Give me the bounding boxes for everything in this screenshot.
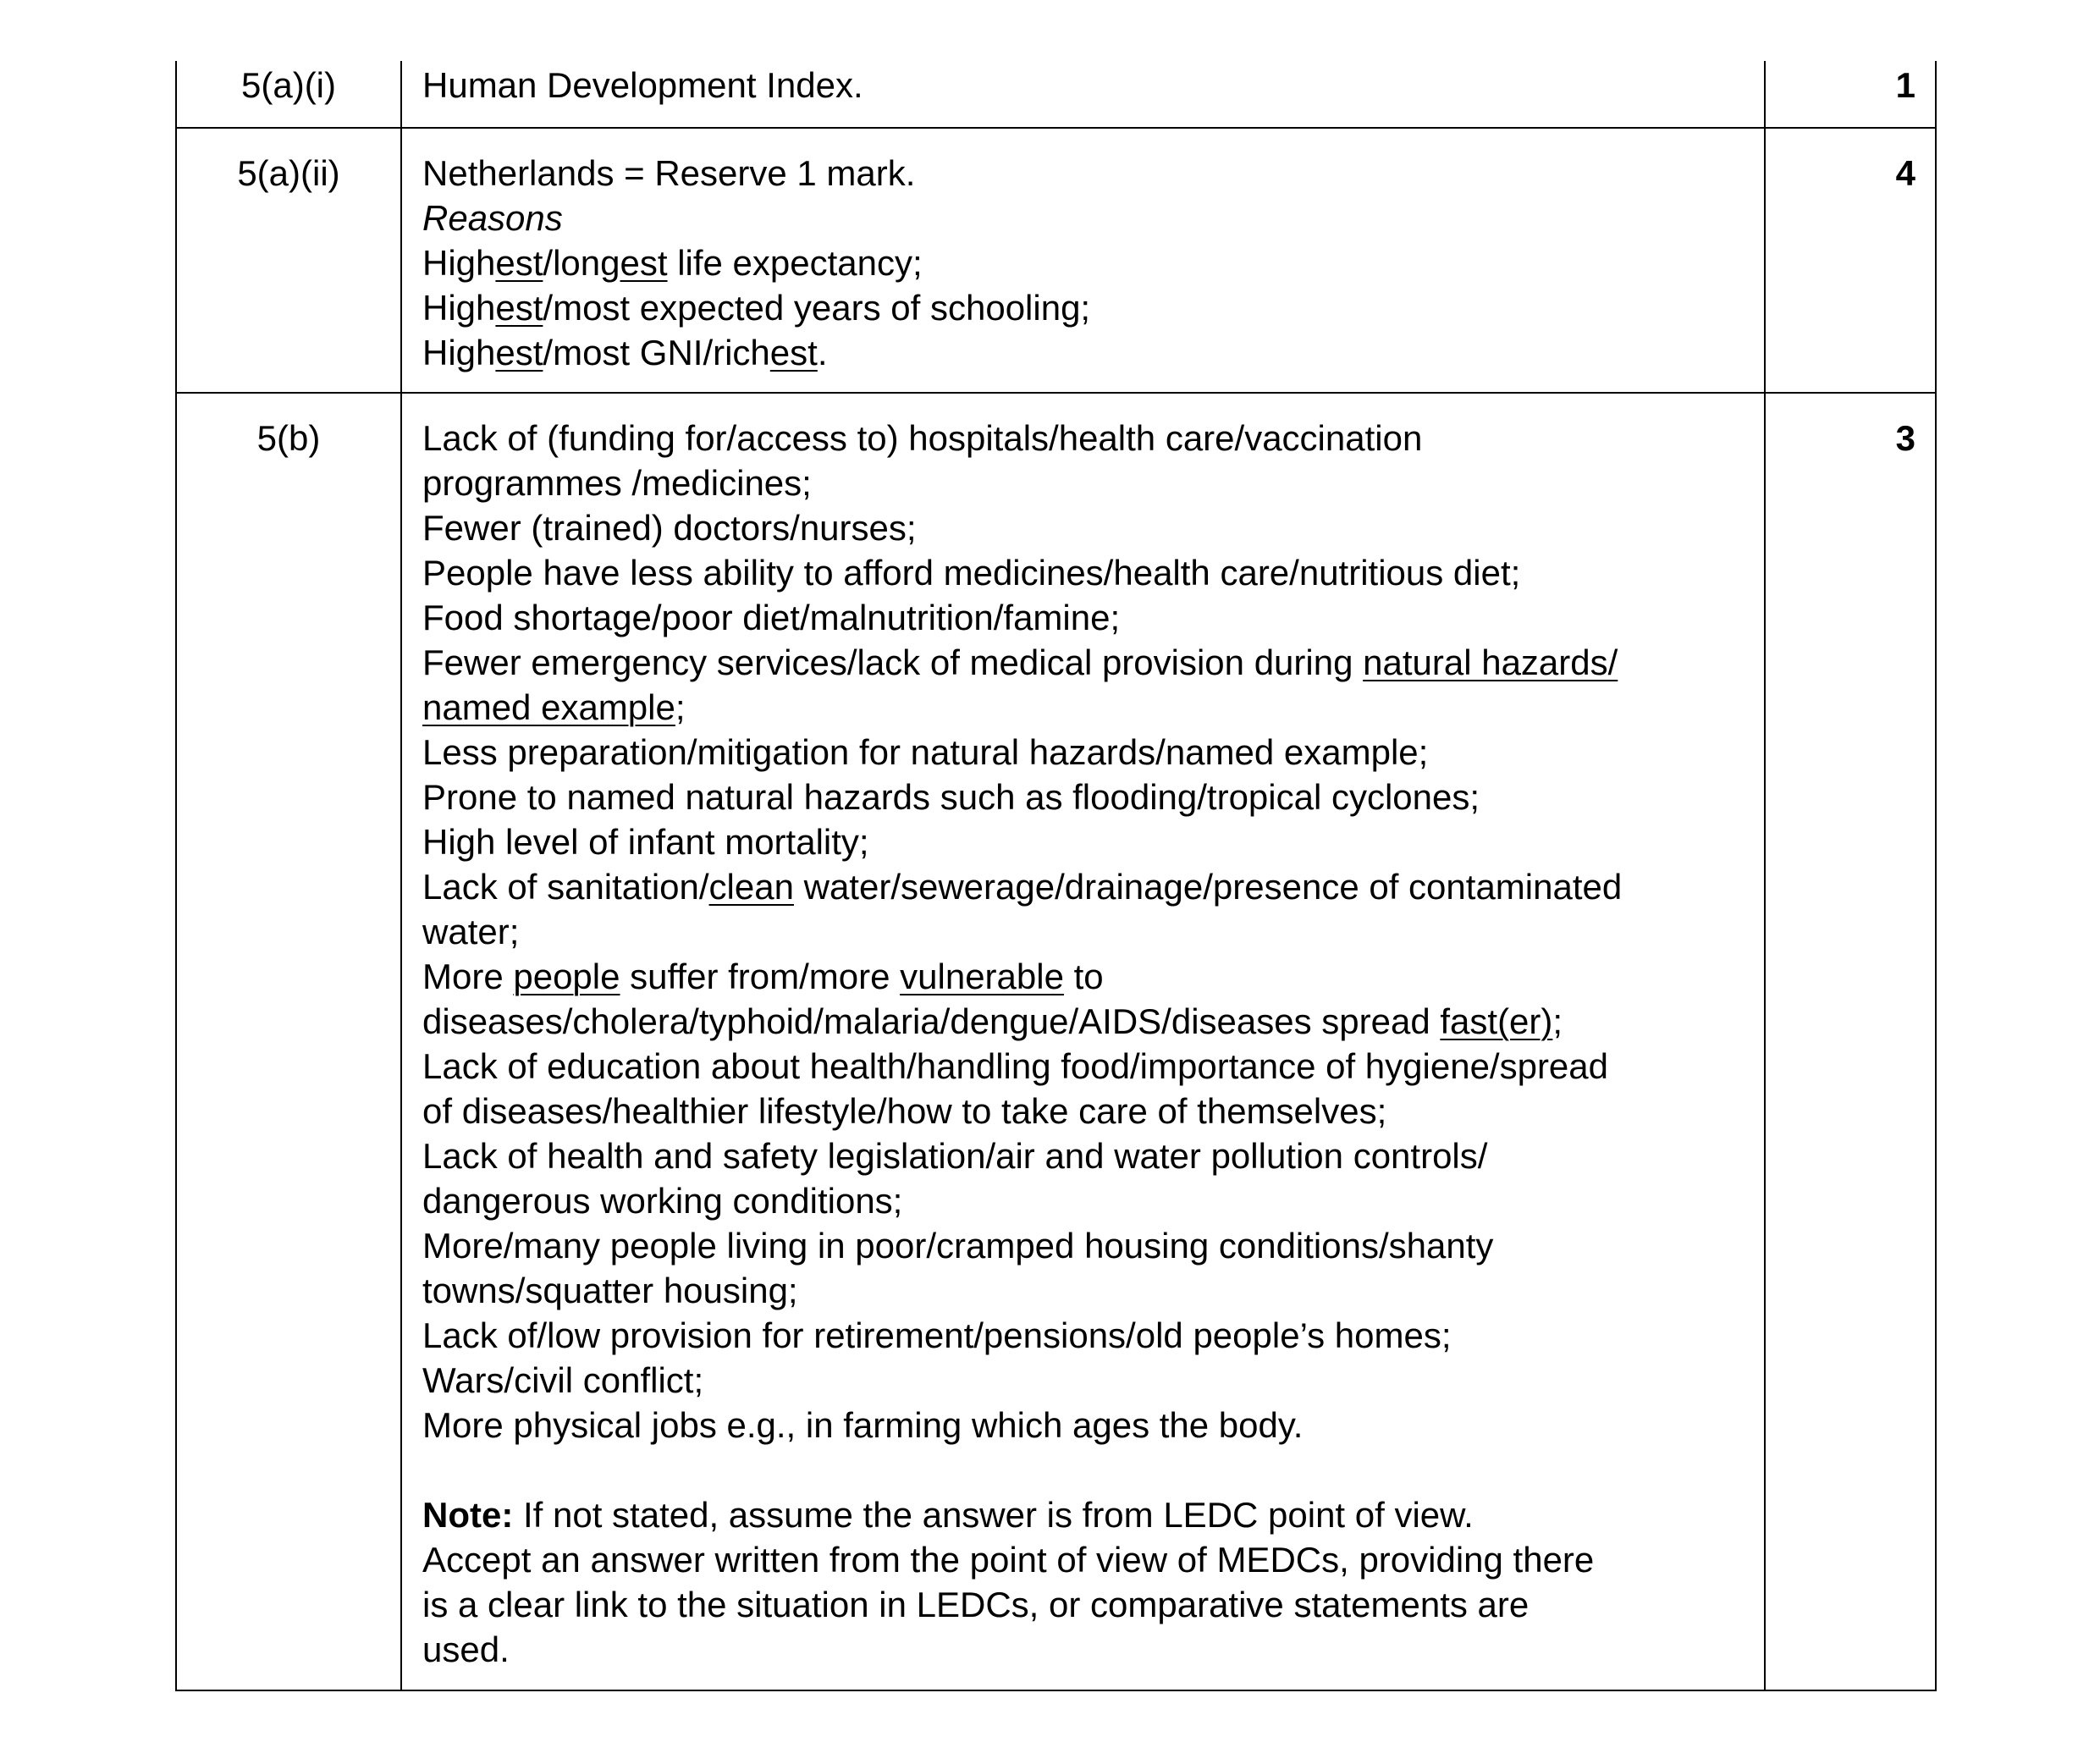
text-run: Fewer emergency services/lack of medical provision during	[422, 642, 1364, 682]
text-run: used.	[422, 1629, 510, 1669]
marks-cell	[1765, 61, 1936, 128]
answer-line	[422, 1537, 1745, 1582]
text-run: /most expected years of schooling;	[543, 288, 1091, 328]
answer-line	[422, 1223, 1745, 1268]
text-run: .	[817, 333, 828, 372]
marks-value: 4	[1895, 153, 1915, 193]
answer-text	[422, 394, 1745, 1690]
text-run: More/many people living in poor/cramped housing conditions/shanty	[422, 1226, 1494, 1266]
answer-line	[422, 954, 1745, 999]
text-run: life expectancy;	[667, 243, 923, 283]
text-run: Wars/civil conflict;	[422, 1360, 704, 1400]
answer-line	[422, 1358, 1745, 1403]
text-run: dangerous working conditions;	[422, 1181, 903, 1221]
text-run: Lack of sanitation/	[422, 867, 709, 907]
answer-line	[422, 819, 1745, 864]
answer-line	[422, 1492, 1745, 1537]
answer-line	[422, 999, 1745, 1044]
underlined-text: vulnerable	[900, 957, 1064, 996]
answer-text	[422, 61, 1745, 108]
text-run: to	[1063, 957, 1104, 996]
text-run: High level of infant mortality;	[422, 822, 869, 862]
answer-line	[422, 1089, 1745, 1133]
text-run: /most GNI/rich	[543, 333, 770, 372]
answer-line	[422, 1133, 1745, 1178]
text-run: Prone to named natural hazards such as flooding/tropical cyclones;	[422, 777, 1480, 817]
question-number: 5(b)	[256, 418, 321, 458]
text-run: suffer from/more	[620, 957, 901, 996]
text-run: Food shortage/poor diet/malnutrition/famine;	[422, 598, 1121, 637]
marks-cell	[1765, 128, 1936, 393]
underlined-text: natural hazards/	[1363, 642, 1618, 682]
text-run: water/sewerage/drainage/presence of contaminated	[793, 867, 1623, 907]
text-run: High	[422, 288, 496, 328]
underlined-text: est	[620, 243, 668, 283]
text-run: diseases/cholera/typhoid/malaria/dengue/AIDS/diseases spread	[422, 1001, 1441, 1041]
answer-line	[422, 864, 1745, 909]
text-run: Netherlands = Reserve 1 mark.	[422, 153, 916, 193]
blank-line	[422, 1447, 1745, 1492]
underlined-text: people	[513, 957, 620, 996]
text-run: Lack of/low provision for retirement/pensions/old people’s homes;	[422, 1315, 1452, 1355]
answer-line	[422, 775, 1745, 819]
underlined-text: est	[495, 288, 543, 328]
question-number-cell	[176, 61, 401, 128]
marks-value: 1	[1895, 65, 1915, 105]
text-run: Lack of health and safety legislation/air and water pollution controls/	[422, 1136, 1488, 1176]
answer-line	[422, 1313, 1745, 1358]
answer-line	[422, 460, 1745, 505]
text-run: Accept an answer written from the point of view of MEDCs, providing there	[422, 1540, 1595, 1580]
table-row	[176, 393, 1936, 1690]
answer-line	[422, 685, 1745, 730]
text-run: If not stated, assume the answer is from LEDC point of view.	[513, 1495, 1474, 1535]
answer-line	[422, 505, 1745, 550]
underlined-text: est	[769, 333, 818, 372]
text-run: Less preparation/mitigation for natural hazards/named example;	[422, 732, 1429, 772]
text-run: Fewer (trained) doctors/nurses;	[422, 508, 917, 548]
underlined-text: est	[495, 333, 543, 372]
italic-heading: Reasons	[422, 198, 563, 238]
text-run: High	[422, 243, 496, 283]
answer-line	[422, 1627, 1745, 1672]
answer-line	[422, 151, 1745, 196]
answer-line	[422, 730, 1745, 775]
answer-line	[422, 240, 1745, 285]
underlined-text: fast(er)	[1440, 1001, 1553, 1041]
marks-cell	[1765, 393, 1936, 1690]
question-number: 5(a)(i)	[241, 65, 336, 105]
underlined-text: clean	[708, 867, 794, 907]
text-run: ;	[675, 687, 686, 727]
text-run: High	[422, 333, 496, 372]
answer-line	[422, 285, 1745, 330]
answer-line	[422, 330, 1745, 375]
text-run: programmes /medicines;	[422, 463, 812, 503]
answer-line	[422, 595, 1745, 640]
text-run: Lack of (funding for/access to) hospitals/health care/vaccination	[422, 418, 1423, 458]
text-run: People have less ability to afford medicines/health care/nutritious diet;	[422, 553, 1521, 593]
question-number: 5(a)(ii)	[237, 153, 340, 193]
text-run: Lack of education about health/handling food/importance of hygiene/spread	[422, 1046, 1609, 1086]
answer-line	[422, 1582, 1745, 1627]
marks-value: 3	[1895, 418, 1915, 458]
answer-cell	[401, 393, 1765, 1690]
table-row	[176, 61, 1936, 128]
answer-line	[422, 63, 1745, 108]
answer-line	[422, 1044, 1745, 1089]
answer-line	[422, 640, 1745, 685]
answer-line	[422, 909, 1745, 954]
answer-line	[422, 1268, 1745, 1313]
answer-cell	[401, 61, 1765, 128]
text-run: is a clear link to the situation in LEDCs, or comparative statements are	[422, 1585, 1530, 1624]
answer-cell	[401, 128, 1765, 393]
text-run: More physical jobs e.g., in farming which ages the body.	[422, 1405, 1304, 1445]
text-run: ;	[1552, 1001, 1563, 1041]
text-run: towns/squatter housing;	[422, 1271, 798, 1310]
mark-scheme-table	[175, 61, 1937, 1691]
question-number-cell	[176, 393, 401, 1690]
text-run: Human Development Index.	[422, 65, 863, 105]
text-run: water;	[422, 912, 520, 951]
text-run: of diseases/healthier lifestyle/how to take care of themselves;	[422, 1091, 1387, 1131]
question-number-cell	[176, 128, 401, 393]
answer-line	[422, 550, 1745, 595]
answer-line	[422, 196, 1745, 240]
table-row	[176, 128, 1936, 393]
answer-line	[422, 1178, 1745, 1223]
answer-line	[422, 1403, 1745, 1447]
answer-line	[422, 416, 1745, 460]
text-run: More	[422, 957, 514, 996]
answer-text	[422, 129, 1745, 392]
bold-label: Note:	[422, 1495, 514, 1535]
text-run: /long	[543, 243, 620, 283]
underlined-text: named example	[422, 687, 675, 727]
underlined-text: est	[495, 243, 543, 283]
